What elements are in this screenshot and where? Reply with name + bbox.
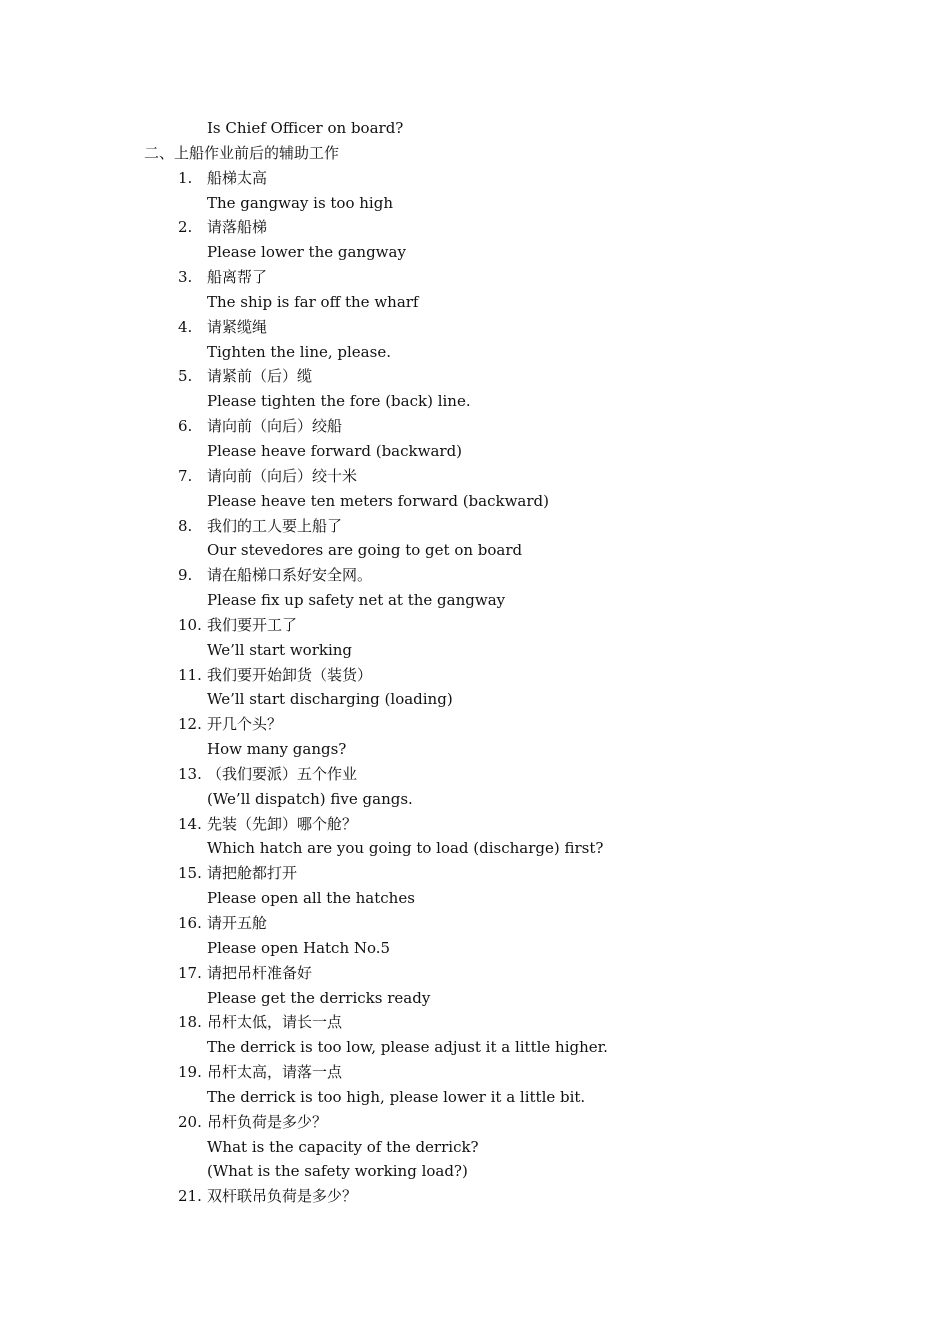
- chinese-phrase: （我们要派）五个作业: [207, 764, 358, 783]
- list-item: [0, 1060, 950, 1085]
- list-item: [0, 861, 950, 886]
- chinese-phrase: 船离帮了: [207, 268, 268, 287]
- english-translation: The derrick is too low, please adjust it a little higher.: [207, 1038, 608, 1057]
- item-number: 17.: [178, 963, 202, 982]
- list-item: [0, 712, 950, 737]
- item-number: 21.: [178, 1187, 202, 1206]
- list-item: [0, 563, 950, 588]
- item-number: 20.: [178, 1112, 202, 1131]
- english-translation: The gangway is too high: [207, 193, 393, 212]
- chinese-phrase: 船梯太高: [207, 168, 268, 187]
- item-number: 4.: [178, 317, 193, 336]
- english-translation: (What is the safety working load?): [207, 1162, 468, 1181]
- item-number: 18.: [178, 1013, 202, 1032]
- english-translation: Tighten the line, please.: [207, 342, 391, 361]
- item-number: 11.: [178, 665, 202, 684]
- chinese-phrase: 请向前（向后）绞十米: [207, 466, 358, 485]
- item-number: 2.: [178, 218, 193, 237]
- chinese-phrase: 请紧前（后）缆: [207, 367, 313, 386]
- chinese-phrase: 请在船梯口系好安全网。: [207, 566, 373, 585]
- english-translation: Please tighten the fore (back) line.: [207, 392, 471, 411]
- list-item: [0, 1110, 950, 1135]
- list-item: [0, 464, 950, 489]
- list-item: [0, 1010, 950, 1035]
- item-number: 8.: [178, 516, 193, 535]
- item-number: 5.: [178, 367, 193, 386]
- item-number: 1.: [178, 168, 193, 187]
- english-translation: Please open all the hatches: [207, 889, 415, 908]
- item-number: 14.: [178, 814, 202, 833]
- chinese-phrase: 请开五舱: [207, 914, 268, 932]
- english-translation: Please fix up safety net at the gangway: [207, 591, 506, 610]
- item-number: 3.: [178, 268, 193, 287]
- english-translation: The derrick is too high, please lower it a little bit.: [207, 1087, 586, 1106]
- list-item: [0, 961, 950, 986]
- english-translation: Please lower the gangway: [207, 243, 406, 262]
- english-translation: (We’ll dispatch) five gangs.: [207, 789, 413, 808]
- list-item: [0, 265, 950, 290]
- english-translation: Please open Hatch No.5: [207, 938, 391, 957]
- english-translation: Please get the derricks ready: [207, 988, 431, 1007]
- section-title: 二、上船作业前后的辅助工作: [144, 143, 340, 162]
- item-number: 9.: [178, 566, 193, 585]
- item-number: 19.: [178, 1063, 202, 1082]
- chinese-phrase: 先装（先卸）哪个舱？: [207, 814, 358, 833]
- item-number: 12.: [178, 715, 202, 734]
- chinese-phrase: 双杆联吊负荷是多少？: [207, 1187, 358, 1206]
- chinese-phrase: 请紧缆绳: [207, 317, 268, 336]
- chinese-phrase: 我们要开工了: [207, 615, 298, 634]
- list-item: [0, 166, 950, 191]
- list-item: [0, 613, 950, 638]
- list-item: [0, 315, 950, 340]
- chinese-phrase: 吊杆太低，请长一点: [207, 1013, 343, 1032]
- english-translation: We’ll start discharging (loading): [207, 690, 453, 709]
- item-number: 16.: [178, 914, 202, 932]
- intro-line: Is Chief Officer on board?: [207, 119, 404, 137]
- list-item: [0, 364, 950, 389]
- list-item: [0, 215, 950, 240]
- english-translation: Our stevedores are going to get on board: [207, 541, 523, 560]
- chinese-phrase: 请向前（向后）绞船: [207, 417, 343, 436]
- list-item: [0, 414, 950, 439]
- chinese-phrase: 请把吊杆准备好: [207, 963, 313, 982]
- item-number: 6.: [178, 417, 193, 436]
- item-number: 13.: [178, 764, 202, 783]
- chinese-phrase: 请把舱都打开: [207, 864, 298, 883]
- document-page: [0, 116, 950, 1209]
- english-translation: Which hatch are you going to load (discharge) first?: [207, 839, 604, 858]
- list-item: [0, 514, 950, 539]
- item-number: 7.: [178, 466, 193, 485]
- list-item: [0, 762, 950, 787]
- english-translation: We’ll start working: [207, 640, 353, 659]
- english-translation: How many gangs?: [207, 740, 347, 759]
- phrase-list: [0, 166, 950, 1209]
- list-item: [0, 911, 950, 936]
- chinese-phrase: 我们要开始卸货（装货）: [207, 665, 373, 684]
- chinese-phrase: 我们的工人要上船了: [207, 516, 343, 535]
- english-translation: Please heave ten meters forward (backward): [207, 491, 549, 510]
- english-translation: Please heave forward (backward): [207, 441, 463, 460]
- chinese-phrase: 开几个头？: [207, 715, 283, 734]
- list-item: [0, 812, 950, 837]
- item-number: 10.: [178, 615, 202, 634]
- chinese-phrase: 吊杆负荷是多少？: [207, 1112, 328, 1131]
- english-translation: The ship is far off the wharf: [207, 292, 419, 311]
- list-item: [0, 663, 950, 688]
- chinese-phrase: 请落船梯: [207, 218, 268, 237]
- list-item: [0, 1184, 950, 1209]
- item-number: 15.: [178, 864, 202, 883]
- chinese-phrase: 吊杆太高，请落一点: [207, 1063, 343, 1082]
- english-translation: What is the capacity of the derrick?: [207, 1137, 479, 1156]
